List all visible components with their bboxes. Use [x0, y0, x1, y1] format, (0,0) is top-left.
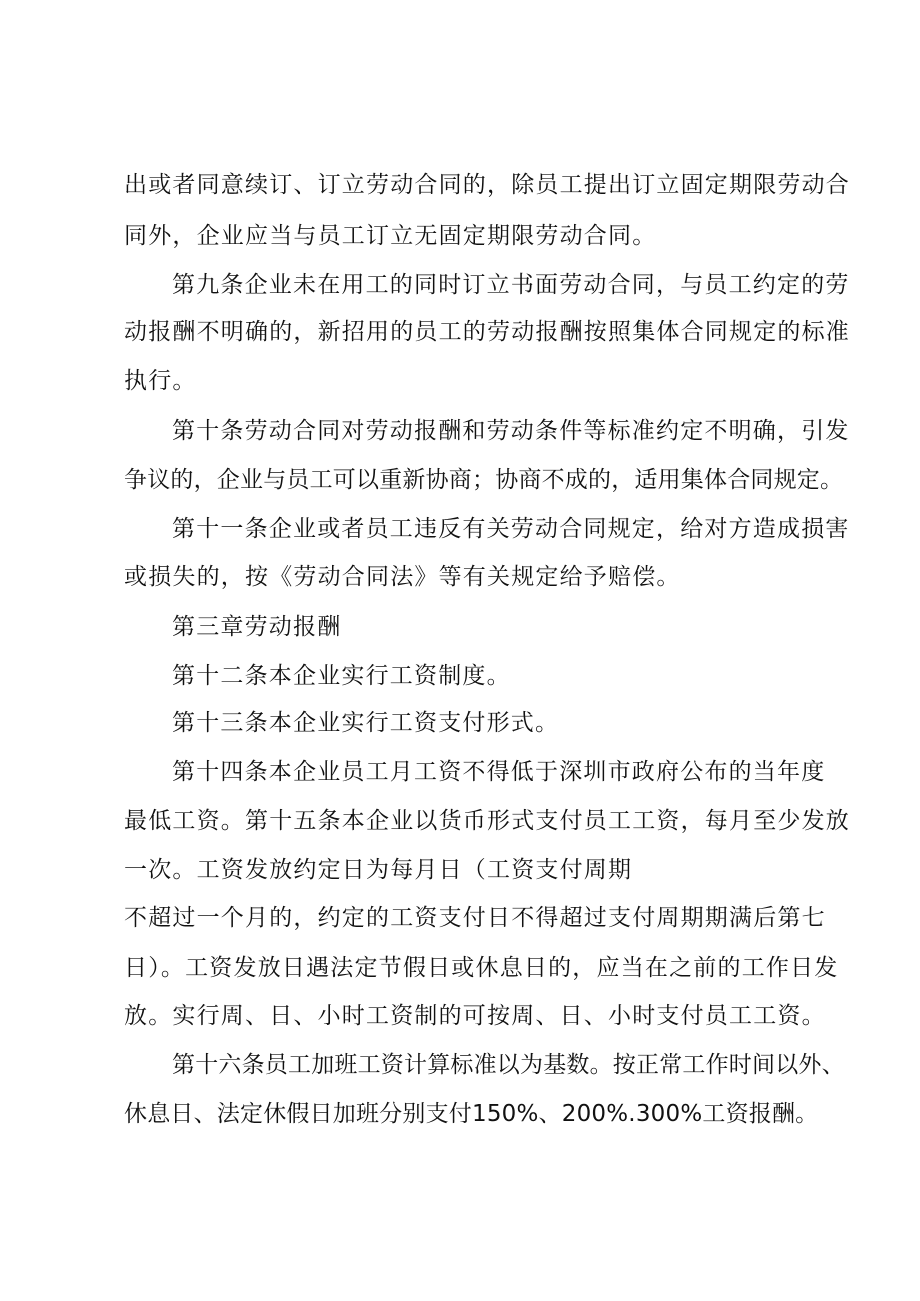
text-line: 日）。工资发放日遇法定节假日或休息日的，应当在之前的工作日发	[124, 955, 839, 981]
text-line: 或损失的，按《劳动合同法》等有关规定给予赔偿。	[124, 564, 681, 590]
paragraph-start: 第十六条员工加班工资计算标准以为基数。按正常工作时间以外、	[172, 1052, 845, 1078]
paragraph-start: 第十条劳动合同对劳动报酬和劳动条件等标准约定不明确，引发	[172, 418, 850, 444]
text-line: 执行。	[124, 368, 197, 394]
text-line: 动报酬不明确的，新招用的员工的劳动报酬按照集体合同规定的标准	[124, 319, 850, 345]
paragraph-start: 第十三条本企业实行工资支付形式。	[172, 710, 560, 736]
chapter-heading: 第三章劳动报酬	[172, 614, 342, 640]
text-line: 同外，企业应当与员工订立无固定期限劳动合同。	[124, 223, 657, 249]
paragraph-start: 第十二条本企业实行工资制度。	[172, 663, 511, 689]
text-line: 放。实行周、日、小时工资制的可按周、日、小时支付员工工资。	[124, 1003, 826, 1029]
text-line: 最低工资。第十五条本企业以货币形式支付员工工资，每月至少发放	[124, 808, 850, 834]
paragraph-start: 第十一条企业或者员工违反有关劳动合同规定，给对方造成损害	[172, 516, 850, 542]
text-line: 休息日、法定休假日加班分别支付150%、200%.300%工资报酬。	[124, 1101, 819, 1127]
text-line: 出或者同意续订、订立劳动合同的，除员工提出订立固定期限劳动合	[124, 172, 850, 198]
paragraph-start: 第十四条本企业员工月工资不得低于深圳市政府公布的当年度	[172, 759, 826, 785]
text-line: 一次。工资发放约定日为每月日（工资支付周期	[124, 857, 633, 883]
text-line: 不超过一个月的，约定的工资支付日不得超过支付周期期满后第七	[124, 905, 826, 931]
paragraph-start: 第九条企业未在用工的同时订立书面劳动合同，与员工约定的劳	[172, 272, 850, 298]
text-line: 争议的，企业与员工可以重新协商；协商不成的，适用集体合同规定。	[124, 467, 844, 493]
